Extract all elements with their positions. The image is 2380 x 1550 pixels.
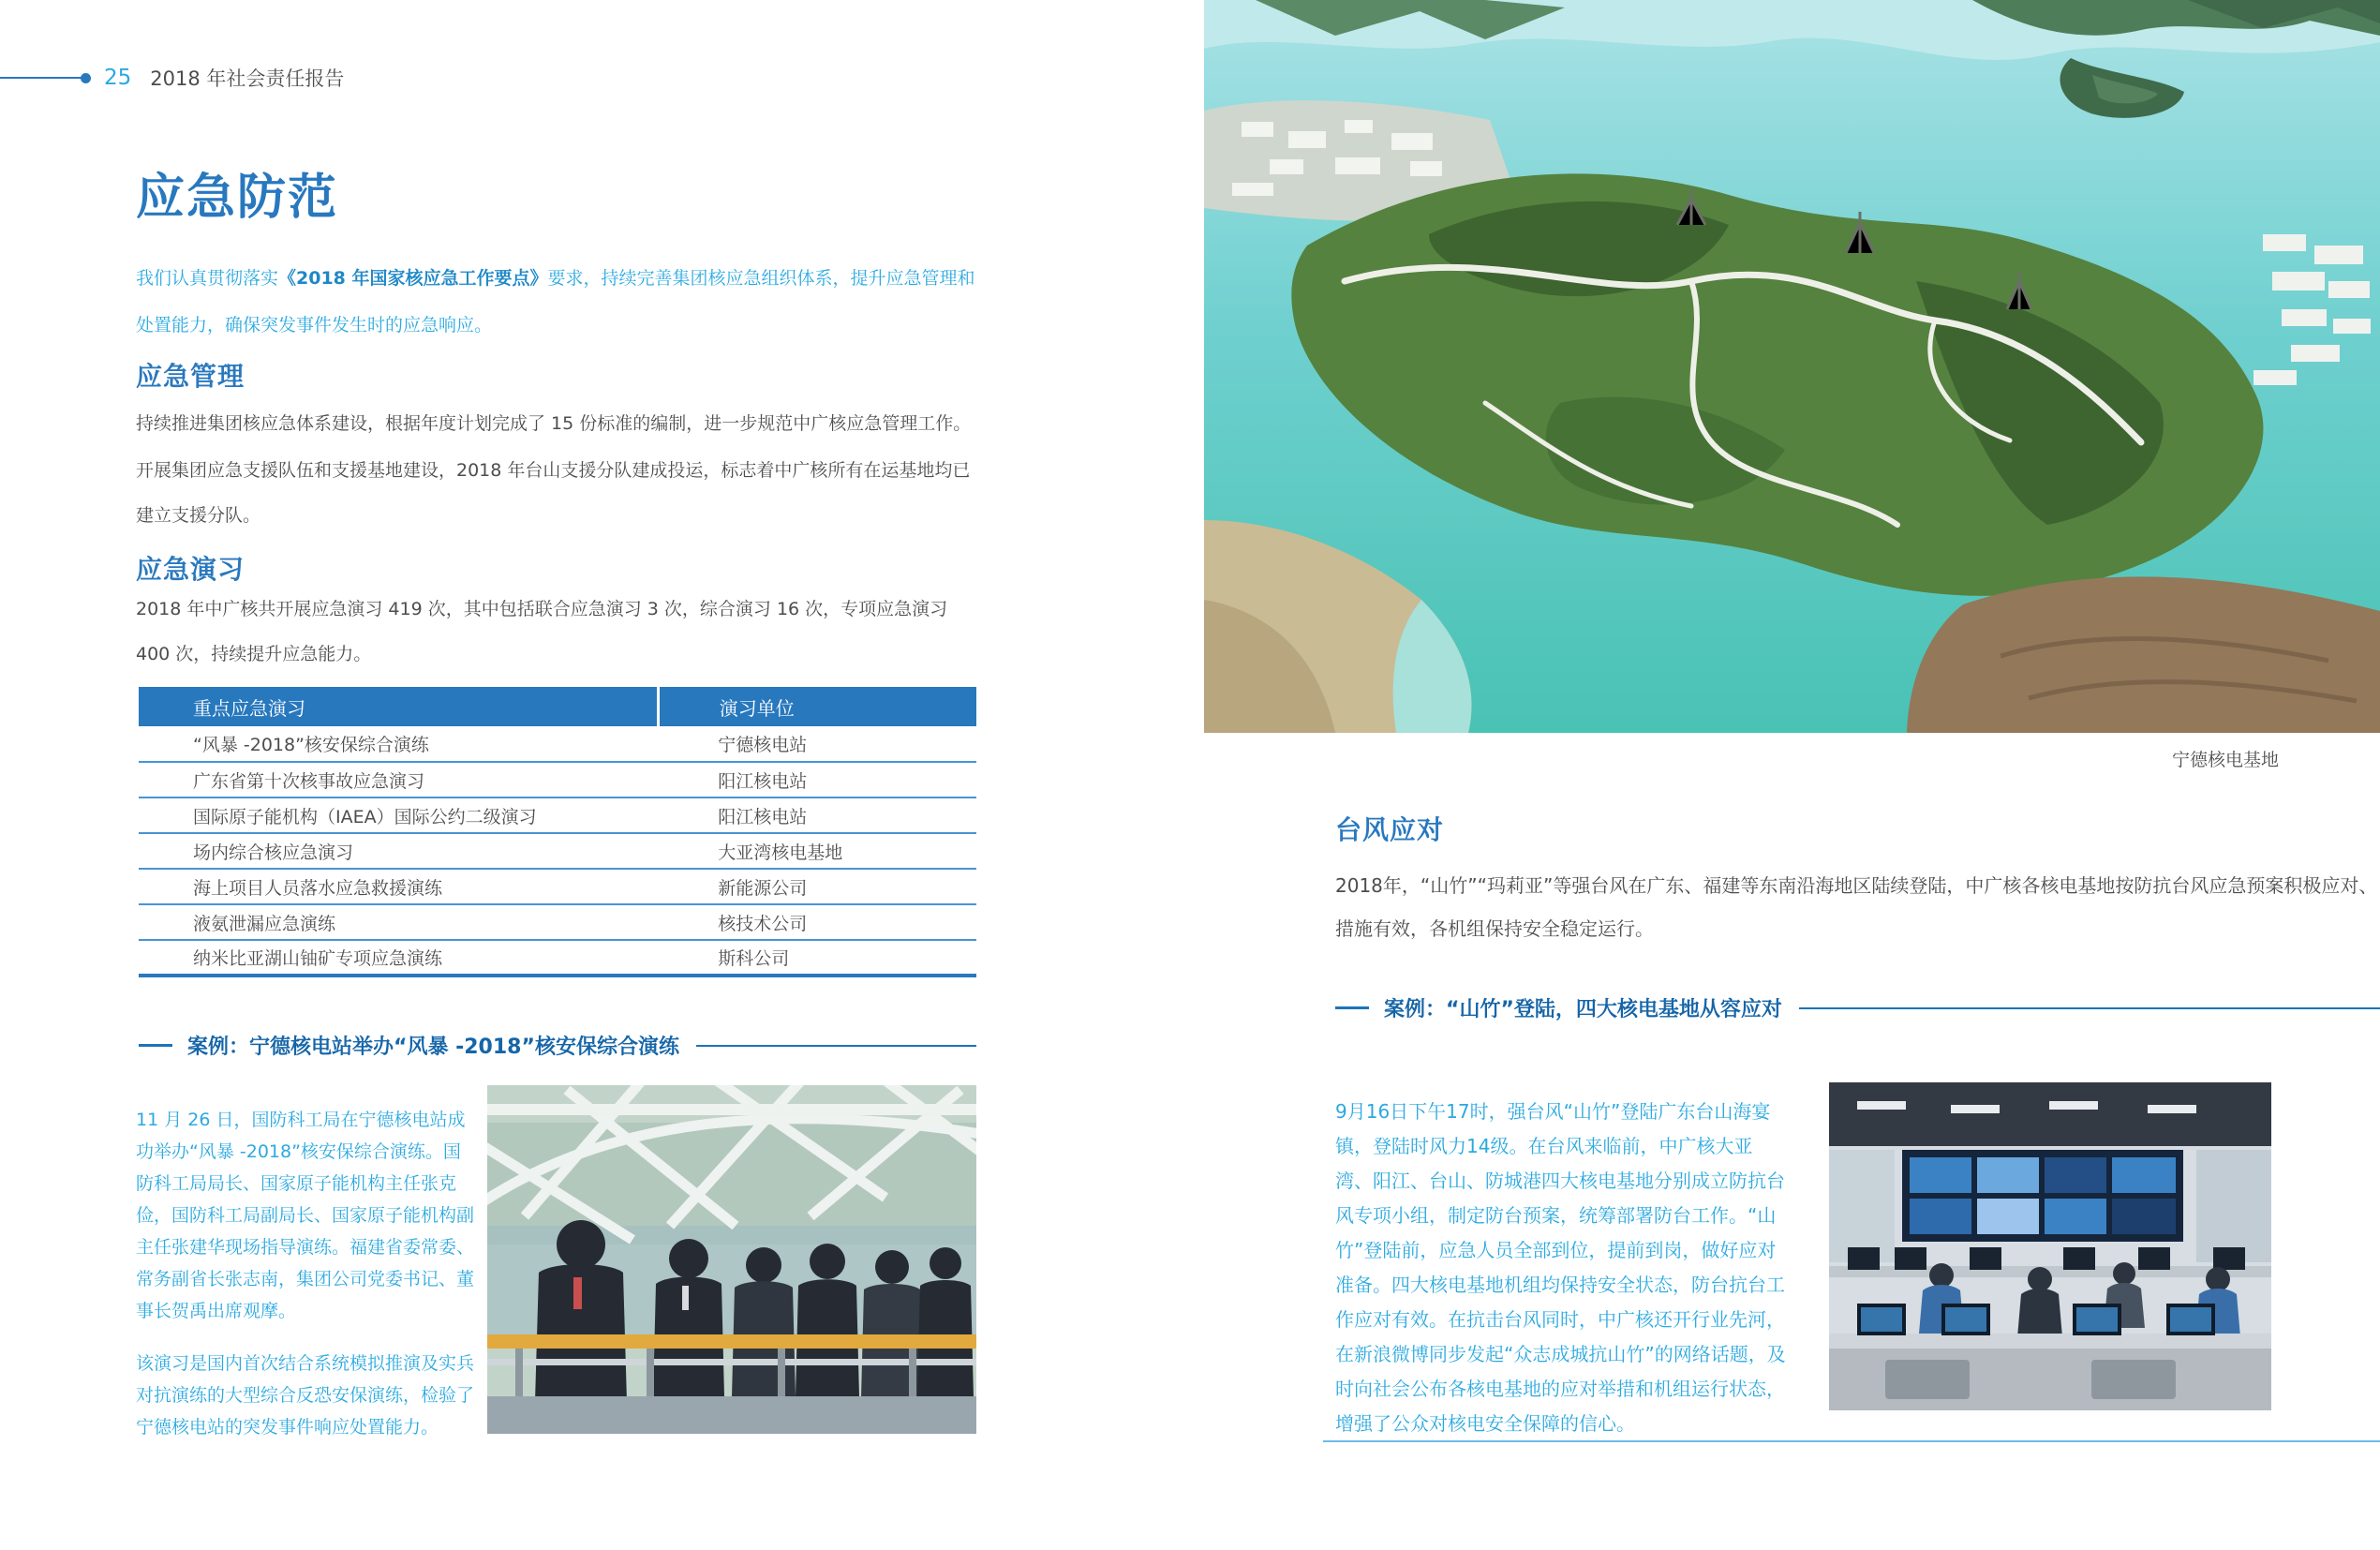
- column-header-unit: 演习单位: [658, 687, 976, 726]
- cell-unit: 核技术公司: [658, 904, 976, 940]
- table-row: [139, 904, 976, 940]
- management-paragraph-1: 持续推进集团核应急体系建设，根据年度计划完成了 15 份标准的编制，进一步规范中广核应急管理工作。: [136, 413, 972, 434]
- table-row: [139, 797, 976, 833]
- section-heading-drills: 应急演习: [136, 554, 245, 585]
- table-row: [139, 762, 976, 797]
- case-rule: [1799, 1007, 2380, 1009]
- header-rule: [0, 77, 82, 79]
- intro-doc-title: 《2018 年国家核应急工作要点》: [278, 268, 548, 289]
- cell-drill: 海上项目人员落水应急救援演练: [139, 869, 658, 904]
- column-header-drill: 重点应急演习: [139, 687, 658, 726]
- drill-exercise-photo: [487, 1085, 976, 1434]
- page-number: 25: [104, 66, 132, 90]
- aerial-photo-art: [1204, 0, 2380, 733]
- case-rule: [696, 1045, 976, 1047]
- page-title: 应急防范: [136, 170, 339, 226]
- intro-prefix: 我们认真贯彻落实: [136, 268, 279, 289]
- case-dash-icon: [139, 1044, 172, 1047]
- table-row: [139, 833, 976, 869]
- section-heading-typhoon: 台风应对: [1335, 814, 1445, 845]
- management-paragraph-2: 开展集团应急支援队伍和支援基地建设，2018 年台山支援分队建成投运，标志着中广核所有在运基地均已建立支援分队。: [136, 460, 971, 526]
- control-room-photo: [1829, 1082, 2271, 1410]
- cell-unit: 阳江核电站: [658, 762, 976, 797]
- case-dash-icon: [1335, 1006, 1369, 1009]
- cell-unit: 斯科公司: [658, 940, 976, 976]
- case-bottom-rule: [1323, 1440, 2380, 1442]
- case-title-right: [1335, 993, 2380, 1022]
- intro-suffix: 要求，持续完善集团核应急组织体系，提升应急管理和处置能力，确保突发事件发生时的应急响应。: [136, 268, 975, 335]
- case-label: 案例：宁德核电站举办“风暴 -2018”核安保综合演练: [187, 1036, 679, 1059]
- case-paragraph-2: 该演习是国内首次结合系统模拟推演及实兵对抗演练的大型综合反恐安保演练，检验了宁德核电站的突发事件响应处置能力。: [136, 1353, 475, 1438]
- case-body-right: [1335, 1095, 1787, 1441]
- typhoon-paragraph: 2018年，“山竹”“玛莉亚”等强台风在广东、福建等东南沿海地区陆续登陆，中广核各核电基地按防抗台风应急预案积极应对、措施有效，各机组保持安全稳定运行。: [1335, 874, 2378, 940]
- cell-unit: 大亚湾核电基地: [658, 833, 976, 869]
- photo-caption: 宁德核电基地: [2171, 750, 2279, 770]
- control-room-art: [1829, 1082, 2271, 1410]
- table-header-row: [139, 687, 976, 726]
- intro-paragraph: [136, 255, 987, 349]
- cell-drill: “风暴 -2018”核安保综合演练: [139, 726, 658, 762]
- section-heading-management: 应急管理: [136, 361, 245, 392]
- drill-table: [139, 687, 976, 977]
- header-dot-icon: [81, 73, 91, 83]
- cell-unit: 阳江核电站: [658, 797, 976, 833]
- cell-drill: 国际原子能机构（IAEA）国际公约二级演习: [139, 797, 658, 833]
- drill-photo-art: [487, 1085, 976, 1434]
- table-row: [139, 726, 976, 762]
- page-header: [0, 64, 344, 92]
- case-paragraph-1: 11 月 26 日，国防科工局在宁德核电站成功举办“风暴 -2018”核安保综合演练。国防科工局局长、国家原子能机构主任张克俭，国防科工局副局长、国家原子能机构副主任张建华现场指导演练。福建省委常委、常务副省长张志南，集团公司党委书记、董事长贺禹出席观摩。: [136, 1110, 475, 1321]
- cell-drill: 广东省第十次核事故应急演习: [139, 762, 658, 797]
- cell-drill: 场内综合核应急演习: [139, 833, 658, 869]
- case-title-left: [139, 1031, 976, 1060]
- ningde-base-photo: [1204, 0, 2380, 733]
- cell-unit: 新能源公司: [658, 869, 976, 904]
- cell-unit: 宁德核电站: [658, 726, 976, 762]
- drills-paragraph: 2018 年中广核共开展应急演习 419 次，其中包括联合应急演习 3 次，综合演习 16 次，专项应急演习 400 次，持续提升应急能力。: [136, 599, 948, 664]
- table-row: [139, 940, 976, 976]
- report-title: 2018 年社会责任报告: [150, 67, 345, 90]
- table-row: [139, 869, 976, 904]
- case-body-left: [136, 1104, 475, 1443]
- cell-drill: 纳米比亚湖山铀矿专项应急演练: [139, 940, 658, 976]
- case-label: 案例：“山竹”登陆，四大核电基地从容应对: [1384, 998, 1782, 1021]
- case-paragraph: 9月16日下午17时，强台风“山竹”登陆广东台山海宴镇，登陆时风力14级。在台风来临前，中广核大亚湾、阳江、台山、防城港四大核电基地分别成立防抗台风专项小组，制定防台预案，统筹部署防台工作。“山竹”登陆前，应急人员全部到位，提前到岗，做好应对准备。四大核电基地机组均保持安全状态，防台抗台工作应对有效。在抗击台风同时，中广核还开行业先河，在新浪微博同步发起“众志成城抗山竹”的网络话题，及时向社会公布各核电基地的应对举措和机组运行状态，增强了公众对核电安全保障的信心。: [1335, 1100, 1786, 1435]
- cell-drill: 液氨泄漏应急演练: [139, 904, 658, 940]
